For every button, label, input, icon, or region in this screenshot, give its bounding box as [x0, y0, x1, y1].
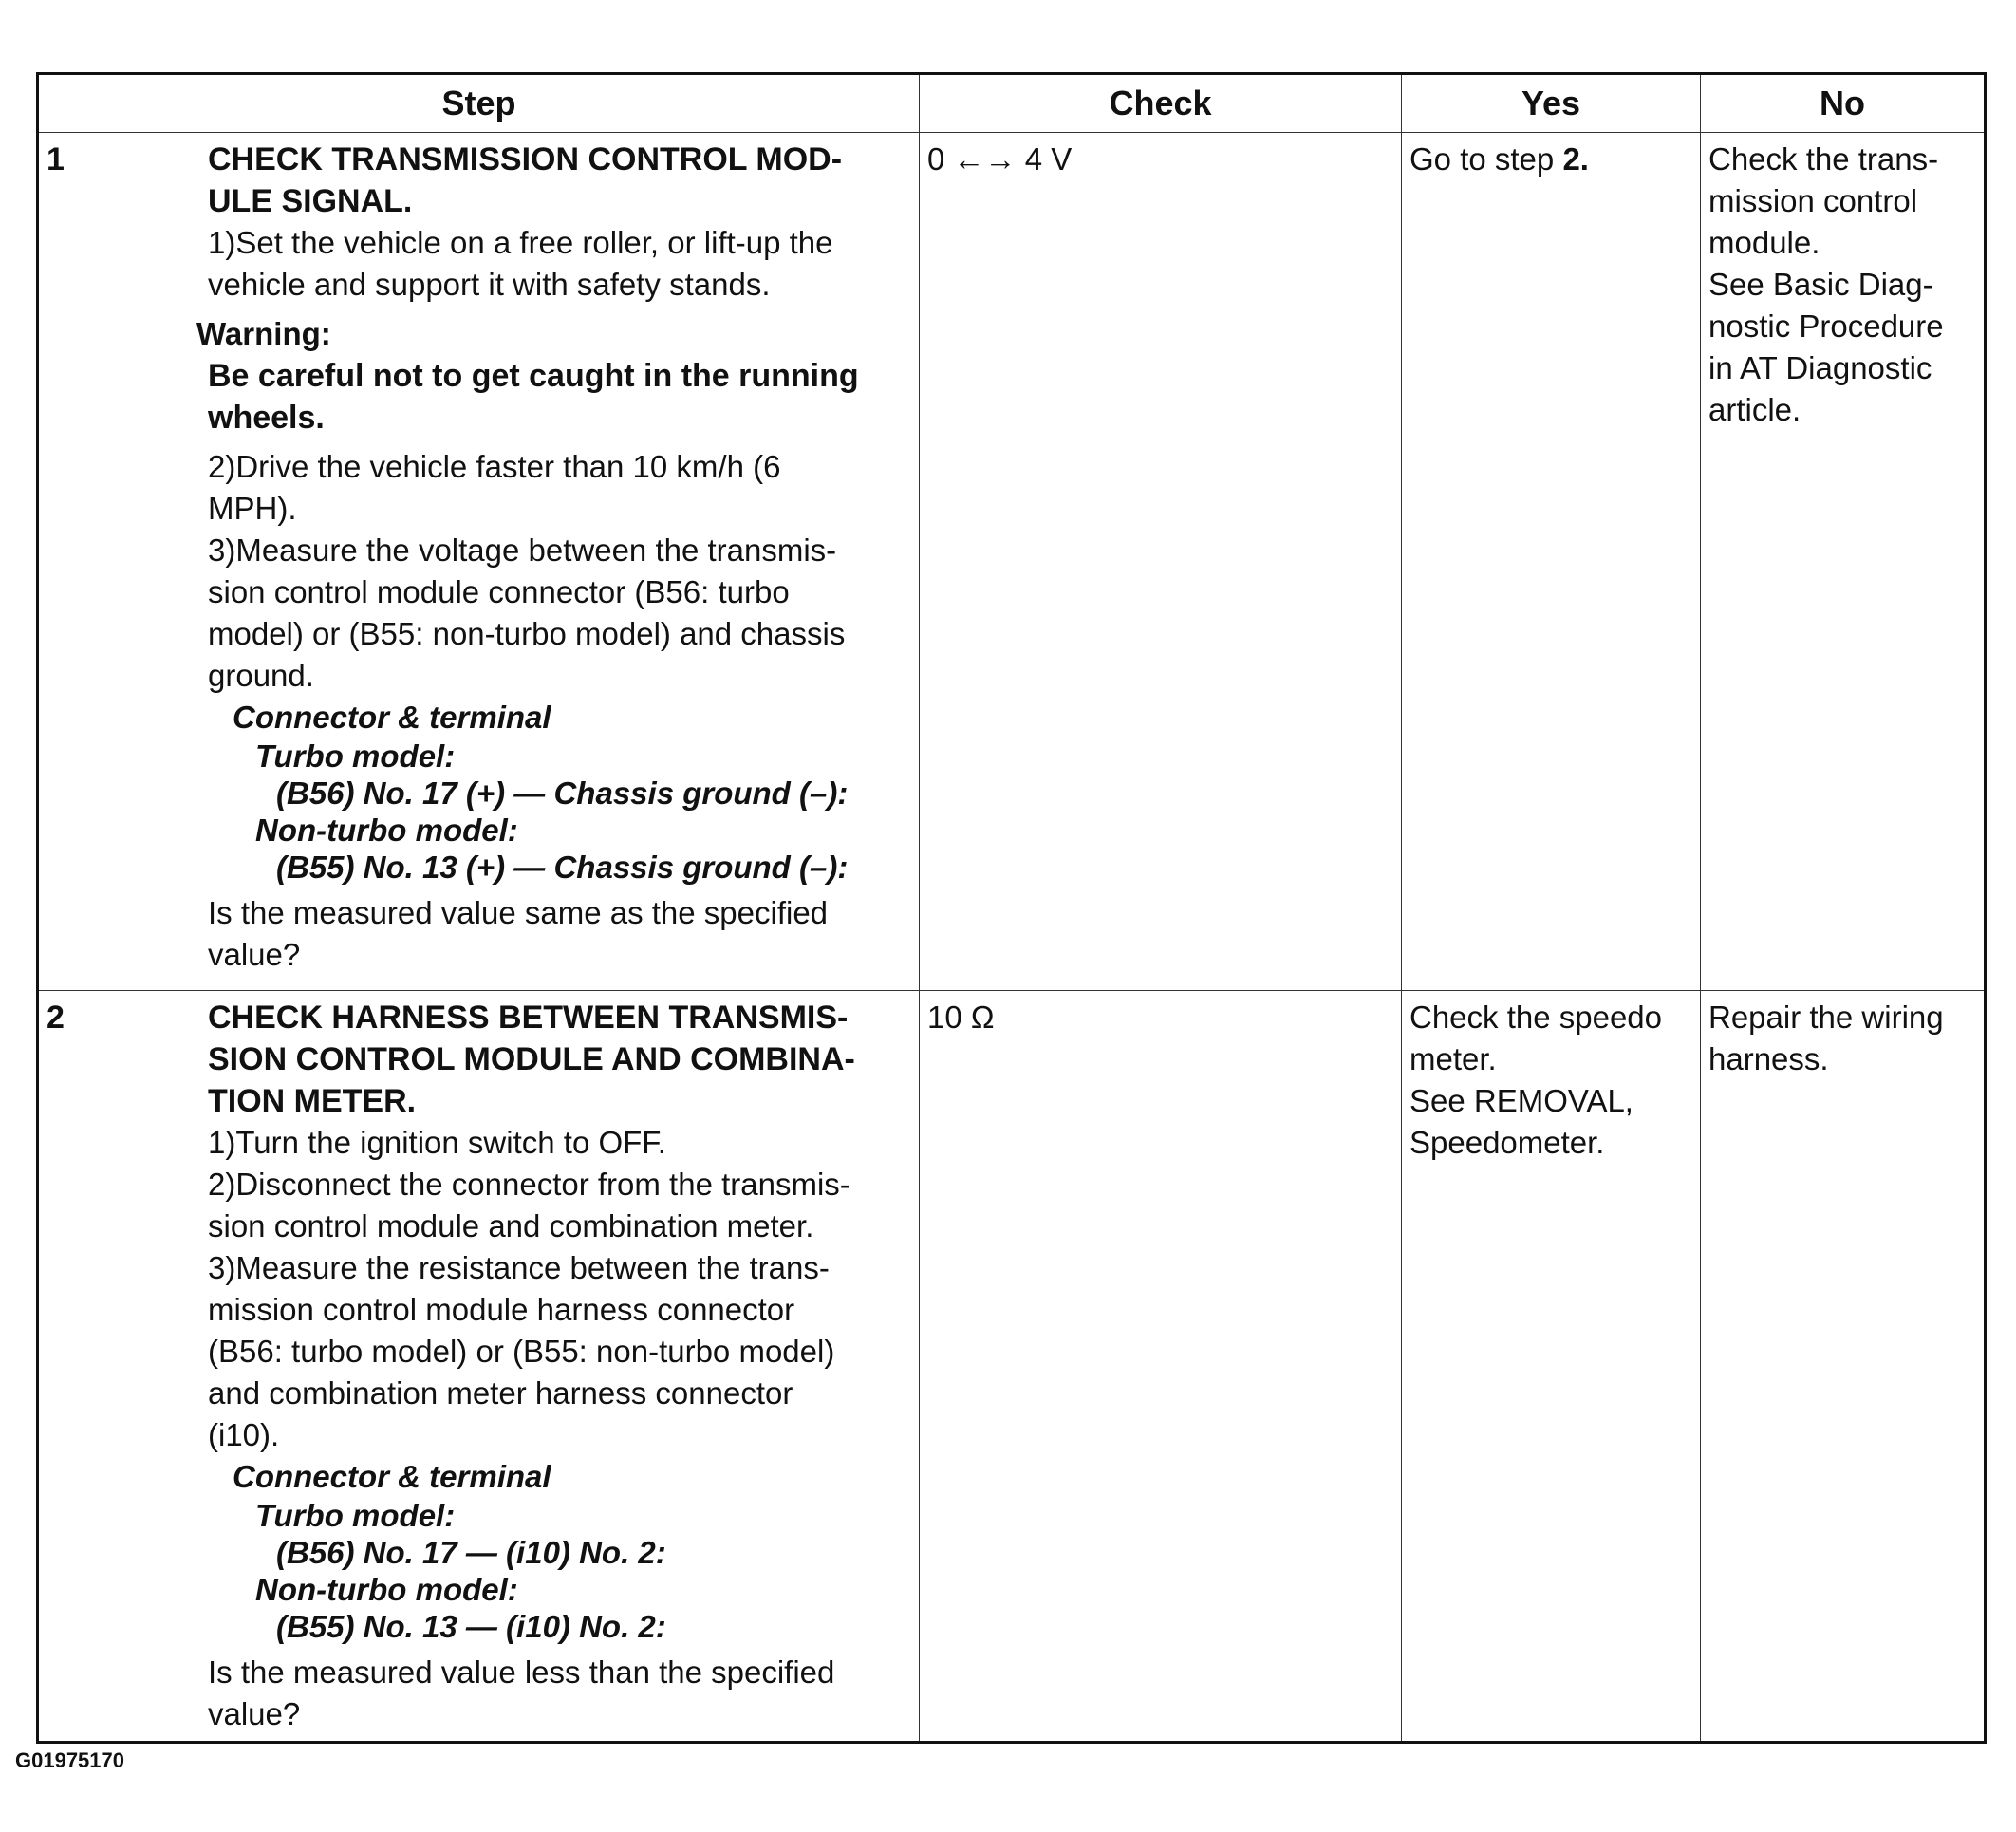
turbo-model-label: Turbo model: — [255, 1498, 456, 1533]
yes-cell-1: Go to step 2. — [1402, 133, 1701, 991]
warning-text: Be careful not to get caught in the running wheels. — [208, 358, 859, 436]
connector-heading: Connector & terminal — [233, 700, 551, 735]
step-title: CHECK TRANSMISSION CONTROL MOD- ULE SIGNAL. — [208, 141, 843, 219]
step-cell-2 — [38, 991, 920, 1743]
step-cell-1 — [38, 133, 920, 991]
header-check: Check — [920, 74, 1402, 133]
diagnostic-table — [36, 72, 1987, 1744]
warning-label: Warning: — [196, 316, 331, 351]
step-question: Is the measured value same as the specified value? — [208, 895, 829, 972]
instruction-paragraph: 1)Turn the ignition switch to OFF. 2)Disconnect the connector from the transmis- sion control module and combination meter. 3)Measure the resistance between the trans- mission control module harness connector (B56: turbo model) or (B55: non-turbo model) and combination meter harness connector (i10). — [208, 1125, 850, 1452]
table-header-row — [38, 74, 1986, 133]
nonturbo-model-label: Non-turbo model: — [255, 813, 518, 848]
turbo-terminal: (B56) No. 17 (+) — Chassis ground (–): — [276, 776, 849, 811]
no-cell-2: Repair the wiring harness. — [1701, 991, 1986, 1743]
instruction-paragraph: 1)Set the vehicle on a free roller, or lift-up the vehicle and support it with safety stands. — [208, 225, 833, 302]
header-step: Step — [38, 74, 920, 133]
nonturbo-terminal: (B55) No. 13 (+) — Chassis ground (–): — [276, 850, 849, 885]
header-yes: Yes — [1402, 74, 1701, 133]
step-title: CHECK HARNESS BETWEEN TRANSMIS- SION CONTROL MODULE AND COMBINA- TION METER. — [208, 1000, 855, 1119]
instruction-paragraph: 2)Drive the vehicle faster than 10 km/h (6 MPH). 3)Measure the voltage between the transmis- sion control module connector (B56: turbo model) or (B55: non-turbo model) and chassis ground. — [208, 449, 846, 693]
yes-cell-2: Check the speedo meter. See REMOVAL, Speedometer. — [1402, 991, 1701, 1743]
step-instructions — [200, 991, 919, 1741]
nonturbo-terminal: (B55) No. 13 — (i10) No. 2: — [276, 1609, 666, 1644]
check-cell-1: 0 ←→ 4 V — [920, 133, 1402, 991]
connector-heading: Connector & terminal — [233, 1459, 551, 1494]
figure-id: G01975170 — [15, 1748, 124, 1772]
check-cell-2: 10 Ω — [920, 991, 1402, 1743]
no-cell-1: Check the trans- mission control module. See Basic Diag- nostic Procedure in AT Diagnostic article. — [1701, 133, 1986, 991]
step-link: 2. — [1562, 141, 1589, 177]
turbo-terminal: (B56) No. 17 — (i10) No. 2: — [276, 1535, 666, 1570]
header-no: No — [1701, 74, 1986, 133]
nonturbo-model-label: Non-turbo model: — [255, 1572, 518, 1607]
step-question: Is the measured value less than the specified value? — [208, 1654, 835, 1731]
table-row-step-2 — [38, 991, 1986, 1743]
turbo-model-label: Turbo model: — [255, 738, 456, 774]
step-number: 2 — [47, 1000, 65, 1036]
step-number: 1 — [47, 141, 65, 178]
table-row-step-1 — [38, 133, 1986, 991]
step-instructions — [196, 133, 919, 981]
